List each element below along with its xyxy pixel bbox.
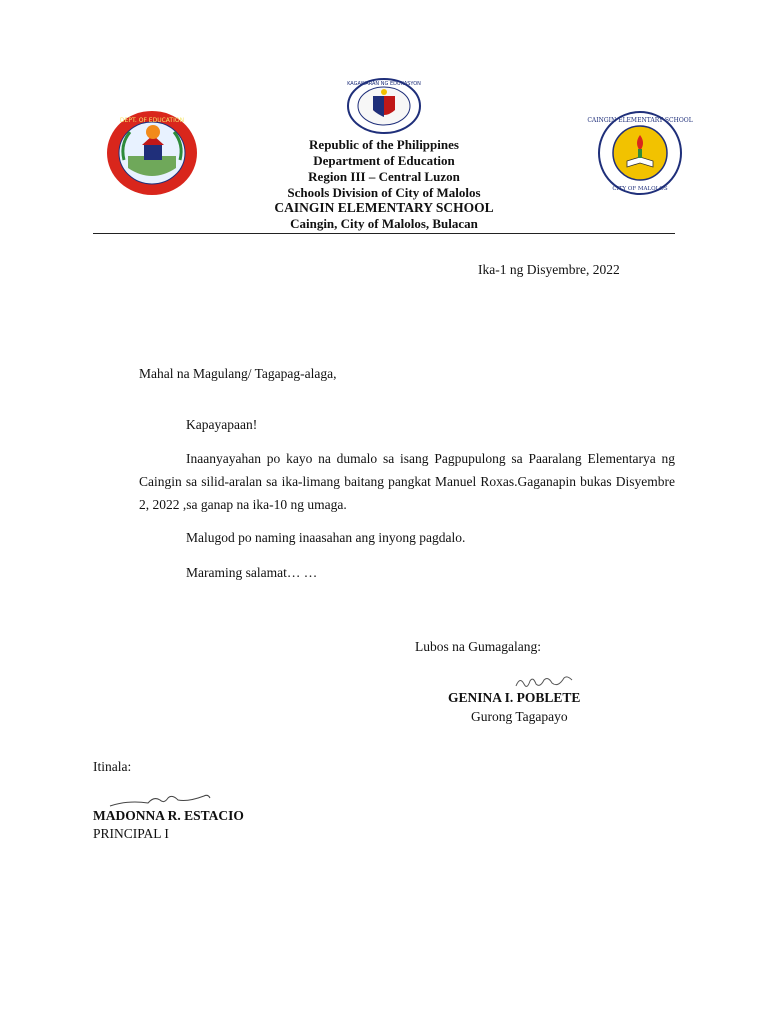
salutation: Mahal na Magulang/ Tagapag-alaga, xyxy=(139,366,337,381)
body-paragraph-thanks: Maraming salamat… … xyxy=(186,565,318,580)
letterhead-address: Caingin, City of Malolos, Bulacan xyxy=(290,216,478,231)
noted-by-label: Itinala: xyxy=(93,759,132,774)
complimentary-closing: Lubos na Gumagalang: xyxy=(415,639,541,654)
teacher-title: Gurong Tagapayo xyxy=(471,709,568,724)
principal-title: PRINCIPAL I xyxy=(93,826,169,841)
letterhead-republic: Republic of the Philippines xyxy=(309,137,459,152)
svg-text:CITY OF MALOLOS: CITY OF MALOLOS xyxy=(612,186,668,192)
letterhead-division: Schools Division of City of Malolos xyxy=(287,185,481,200)
svg-text:KAGAWARAN NG EDUKASYON: KAGAWARAN NG EDUKASYON xyxy=(347,81,421,87)
deped-seal-icon xyxy=(347,78,421,134)
body-paragraph-expectation: Malugod po naming inaasahan ang inyong pagdalo. xyxy=(186,530,466,545)
letterhead-department: Department of Education xyxy=(313,153,455,168)
principal-name: MADONNA R. ESTACIO xyxy=(93,808,244,823)
svg-text:DEPT. OF EDUCATION: DEPT. OF EDUCATION xyxy=(119,117,185,124)
letterhead-school-name: CAINGIN ELEMENTARY SCHOOL xyxy=(274,200,494,215)
letter-date: Ika-1 ng Disyembre, 2022 xyxy=(478,262,620,277)
principal-signature xyxy=(108,790,212,810)
letterhead-divider xyxy=(93,233,675,234)
deped-seal-logo xyxy=(347,78,421,134)
svg-text:CAINGIN ELEMENTARY SCHOOL: CAINGIN ELEMENTARY SCHOOL xyxy=(587,117,693,124)
body-paragraph-invitation: Inaanyayahan po kayo na dumalo sa isang Pagpupulong sa Paaralang Elementarya ng Caingin sa silid-aralan sa ika-limang baitang pangkat Manuel Roxas.Gaganapin bukas Disyembre 2, 2022 ,sa ganap na ika-10 ng umaga. xyxy=(139,451,675,512)
letterhead-region: Region III – Central Luzon xyxy=(308,169,460,184)
teacher-name: GENINA I. POBLETE xyxy=(448,690,581,705)
greeting: Kapayapaan! xyxy=(186,417,258,432)
